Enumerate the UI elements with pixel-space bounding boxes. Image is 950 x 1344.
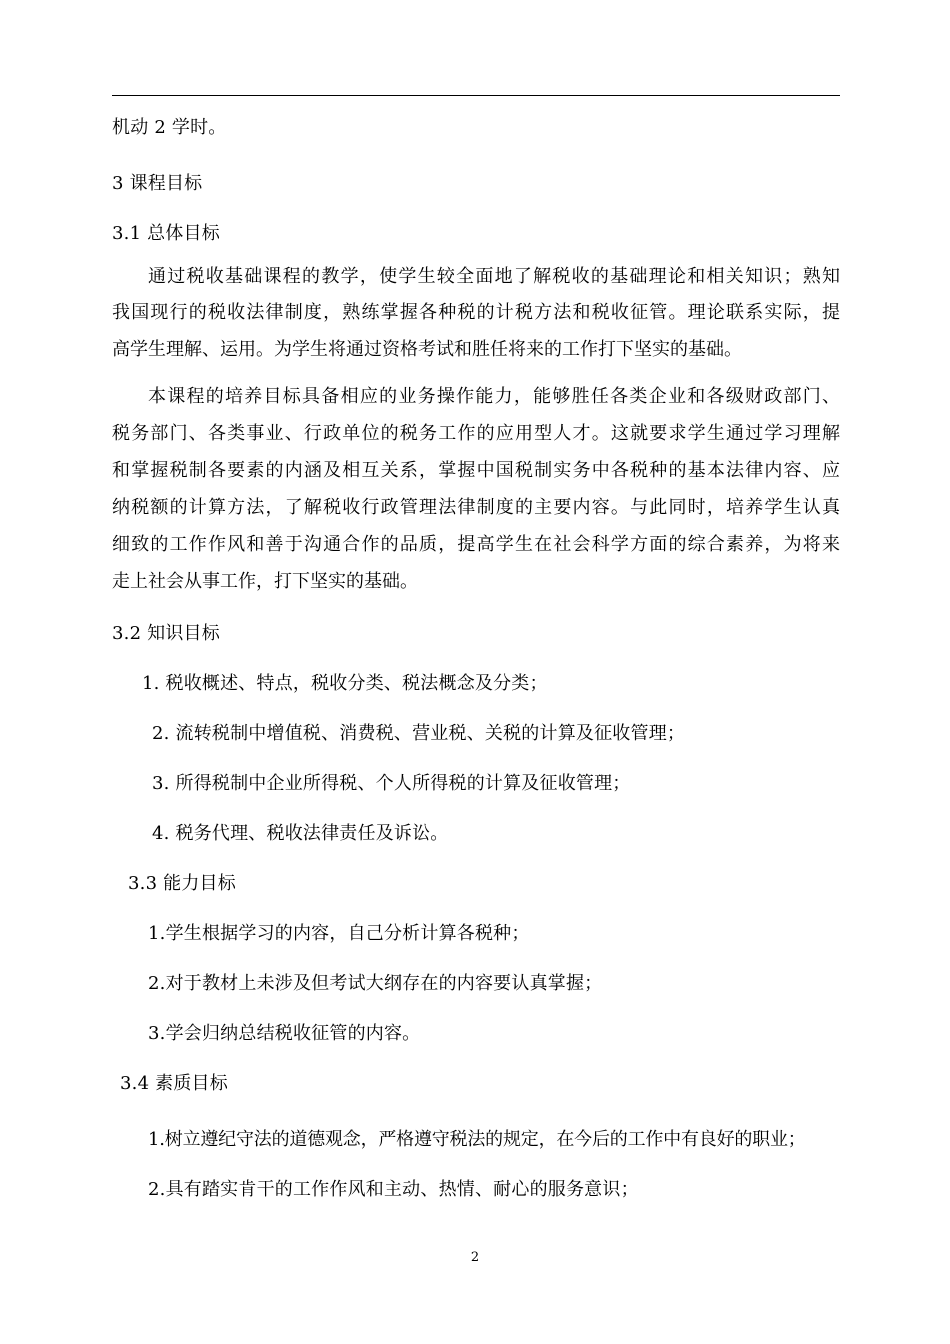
paragraph-1-line-3: 高学生理解、运用。为学生将通过资格考试和胜任将来的工作打下坚实的基础。: [112, 339, 742, 360]
ability-item-3: 3.学会归纳总结税收征管的内容。: [148, 1023, 421, 1044]
page-number: 2: [470, 1250, 480, 1265]
paragraph-2-line-4: 纳税额的计算方法，了解税收行政管理法律制度的主要内容。与此同时，培养学生认真: [112, 497, 840, 518]
section-3-heading: 3 课程目标: [112, 173, 203, 194]
quality-item-2: 2.具有踏实肯干的工作作风和主动、热情、耐心的服务意识；: [148, 1179, 639, 1200]
header-rule: [112, 95, 840, 96]
section-3-4-heading: 3.4 素质目标: [120, 1073, 228, 1094]
knowledge-item-3: 3. 所得税制中企业所得税、个人所得税的计算及征收管理；: [152, 773, 631, 794]
paragraph-1-line-2: 我国现行的税收法律制度，熟练掌握各种税的计税方法和税收征管。理论联系实际，提: [112, 302, 840, 323]
knowledge-item-2: 2. 流转税制中增值税、消费税、营业税、关税的计算及征收管理；: [152, 723, 686, 744]
paragraph-1-line-1: 通过税收基础课程的教学，使学生较全面地了解税收的基础理论和相关知识；熟知: [148, 266, 840, 287]
knowledge-item-4: 4. 税务代理、税收法律责任及诉讼。: [152, 823, 449, 844]
section-3-3-heading: 3.3 能力目标: [128, 873, 236, 894]
ability-item-1: 1.学生根据学习的内容，自己分析计算各税种；: [148, 923, 530, 944]
paragraph-2-line-2: 税务部门、各类事业、行政单位的税务工作的应用型人才。这就要求学生通过学习理解: [112, 423, 840, 444]
section-3-1-heading: 3.1 总体目标: [112, 223, 220, 244]
knowledge-item-1: 1. 税收概述、特点，税收分类、税法概念及分类；: [142, 673, 548, 694]
intro-line: 机动 2 学时。: [112, 117, 227, 138]
paragraph-2-line-6: 走上社会从事工作，打下坚实的基础。: [112, 571, 418, 592]
paragraph-2-line-5: 细致的工作作风和善于沟通合作的品质，提高学生在社会科学方面的综合素养，为将来: [112, 534, 840, 555]
quality-item-1: 1.树立遵纪守法的道德观念，严格遵守税法的规定，在今后的工作中有良好的职业；: [148, 1129, 806, 1150]
paragraph-2-line-1: 本课程的培养目标具备相应的业务操作能力，能够胜任各类企业和各级财政部门、: [148, 386, 840, 407]
section-3-2-heading: 3.2 知识目标: [112, 623, 220, 644]
ability-item-2: 2.对于教材上未涉及但考试大纲存在的内容要认真掌握；: [148, 973, 603, 994]
paragraph-2-line-3: 和掌握税制各要素的内涵及相互关系，掌握中国税制实务中各税种的基本法律内容、应: [112, 460, 840, 481]
